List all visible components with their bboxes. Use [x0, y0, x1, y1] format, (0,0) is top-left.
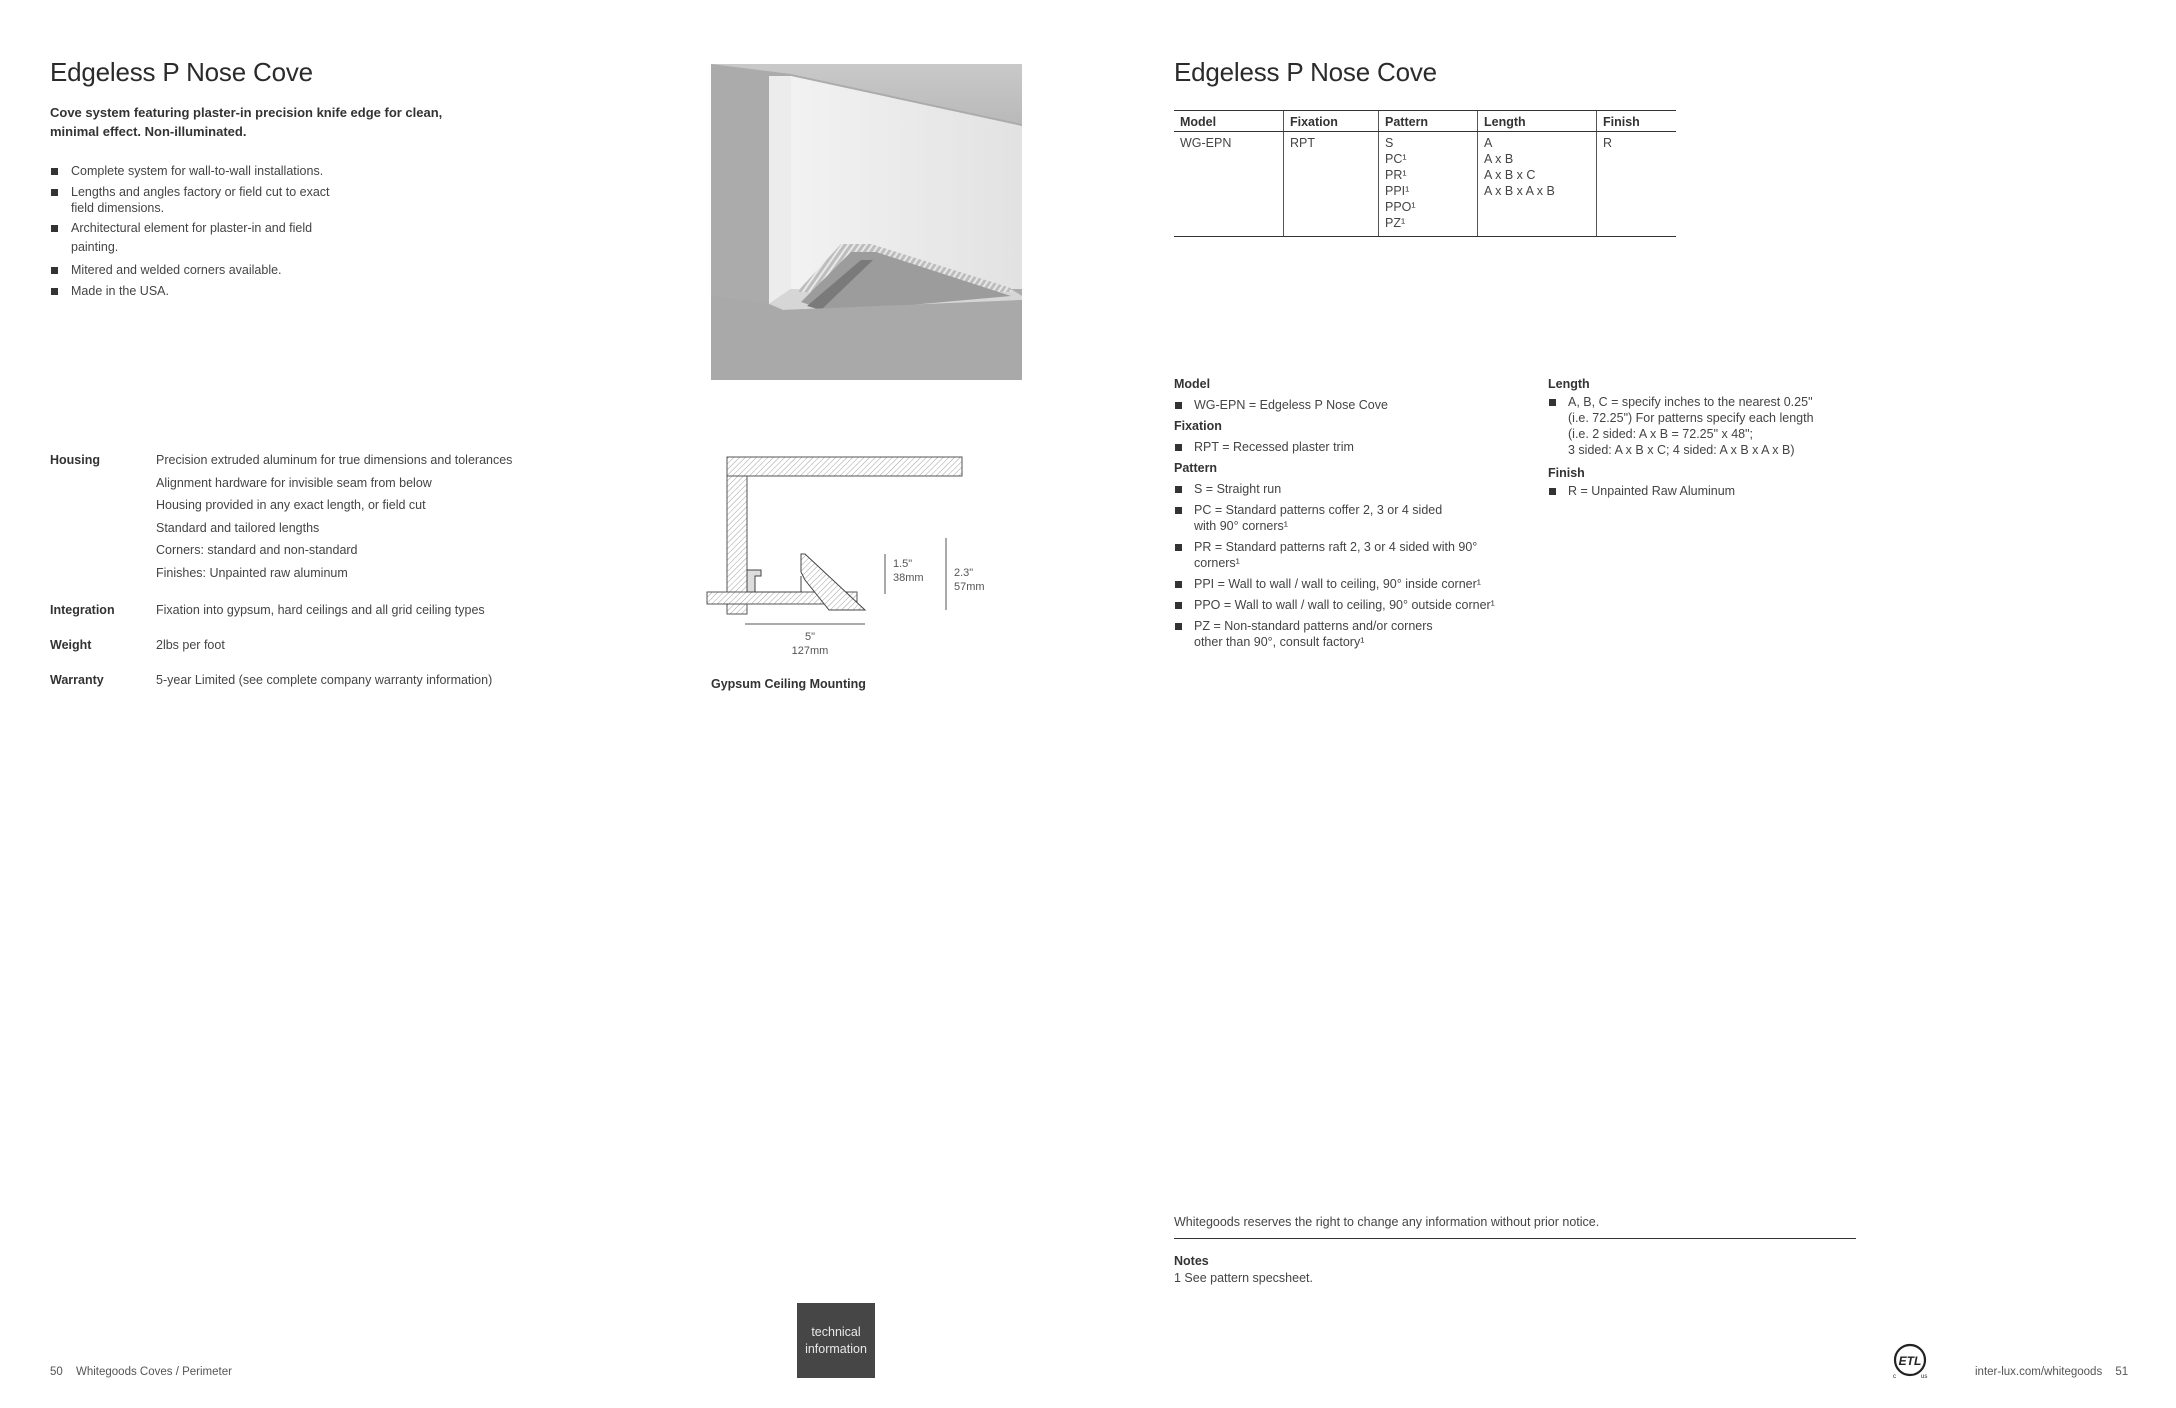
column-header: Pattern: [1379, 111, 1478, 132]
option-item: PC = Standard patterns coffer 2, 3 or 4 sided with 90° corners¹: [1174, 502, 1514, 534]
option-heading: Model: [1174, 377, 1211, 391]
website-link[interactable]: inter-lux.com/whitegoods: [1975, 1366, 2103, 1378]
option-item: PPO = Wall to wall / wall to ceiling, 90° outside corner¹: [1174, 597, 1514, 613]
technical-information-tab[interactable]: technical information: [797, 1303, 875, 1378]
option-item: PZ = Non-standard patterns and/or corners other than 90°, consult factory¹: [1174, 618, 1514, 650]
option-heading: Length: [1548, 377, 1590, 391]
description-line: Cove system featuring plaster-in precision knife edge for clean,: [50, 105, 443, 120]
feature-item: Architectural element for plaster-in and field painting.: [50, 220, 380, 255]
spec-value: Fixation into gypsum, hard ceilings and all grid ceiling types: [156, 603, 485, 617]
etl-text: ETL: [1898, 1354, 1922, 1368]
section-diagram: [705, 452, 1005, 662]
spec-value: 2lbs per foot: [156, 638, 225, 652]
spec-value: Corners: standard and non-standard: [156, 543, 358, 557]
left-footer: [50, 1366, 232, 1378]
option-item: A, B, C = specify inches to the nearest 0.25" (i.e. 72.25") For patterns specify each length (i.e. 2 sided: A x B = 72.25" x 48"; 3 sided: A x B x C; 4 sided: A x B x A x B): [1548, 394, 1868, 458]
dimension-height-1: 1.5" 38mm: [893, 558, 924, 584]
option-item: PR = Standard patterns raft 2, 3 or 4 sided with 90° corners¹: [1174, 539, 1514, 571]
column-header: Fixation: [1284, 111, 1379, 132]
product-render: [711, 64, 1022, 380]
page-number: 51: [2115, 1366, 2129, 1378]
spec-label: Housing: [50, 453, 100, 467]
feature-list: [50, 163, 380, 304]
etl-mark-icon: [1890, 1342, 1930, 1382]
drawing-caption: Gypsum Ceiling Mounting: [711, 677, 866, 691]
option-list: [1548, 394, 1868, 458]
table-row: [1174, 132, 1676, 237]
column-header: Length: [1478, 111, 1597, 132]
etl-certification-logo: [1890, 1342, 1930, 1382]
options-right: [1548, 377, 1868, 504]
spec-value: Standard and tailored lengths: [156, 520, 320, 535]
page-title: Edgeless P Nose Cove: [50, 57, 313, 87]
spec-value: Finishes: Unpainted raw aluminum: [156, 565, 348, 580]
feature-item: Complete system for wall-to-wall installations.: [50, 163, 380, 179]
ordering-table: [1174, 110, 1676, 237]
option-item: PPI = Wall to wall / wall to ceiling, 90° inside corner¹: [1174, 576, 1514, 592]
cell-fixation: RPT: [1284, 132, 1379, 237]
option-list: [1174, 439, 1514, 455]
feature-item: Made in the USA.: [50, 283, 380, 299]
svg-text:us: us: [1921, 1374, 1928, 1380]
section-name: Whitegoods Coves / Perimeter: [76, 1366, 232, 1378]
option-list: [1174, 397, 1514, 413]
page-title-right: Edgeless P Nose Cove: [1174, 57, 1437, 87]
spec-value: Housing provided in any exact length, or field cut: [156, 498, 426, 512]
feature-item: Mitered and welded corners available.: [50, 262, 380, 278]
column-header: Model: [1174, 111, 1284, 132]
option-list: [1548, 483, 1868, 499]
options-left: [1174, 377, 1514, 655]
option-heading: Fixation: [1174, 419, 1222, 433]
column-header: Finish: [1597, 111, 1677, 132]
spec-value: Alignment hardware for invisible seam from below: [156, 475, 432, 490]
option-item: RPT = Recessed plaster trim: [1174, 439, 1514, 455]
table-header-row: [1174, 111, 1676, 132]
spec-value: 5-year Limited (see complete company warranty information): [156, 673, 493, 687]
page-number: 50: [50, 1366, 63, 1378]
option-item: WG-EPN = Edgeless P Nose Cove: [1174, 397, 1514, 413]
option-item: S = Straight run: [1174, 481, 1514, 497]
svg-text:c: c: [1893, 1374, 1896, 1380]
option-list: [1174, 481, 1514, 650]
notes-heading: Notes: [1174, 1254, 1209, 1268]
product-photo: [711, 64, 1022, 380]
option-heading: Pattern: [1174, 461, 1218, 475]
cell-model: WG-EPN: [1174, 132, 1284, 237]
description-line: minimal effect. Non-illuminated.: [50, 124, 247, 139]
spec-label: Weight: [50, 638, 92, 652]
dimension-width: 5" 127mm: [791, 631, 829, 657]
option-heading: Finish: [1548, 466, 1585, 480]
feature-item: Lengths and angles factory or field cut to exact field dimensions.: [50, 184, 380, 216]
mounting-drawing: [705, 452, 1005, 662]
spec-label: Warranty: [50, 673, 104, 687]
cell-finish: R: [1597, 132, 1677, 237]
divider: [1174, 1238, 1856, 1239]
disclaimer: Whitegoods reserves the right to change any information without prior notice.: [1174, 1215, 1600, 1229]
note-item: 1 See pattern specsheet.: [1174, 1271, 1313, 1285]
right-footer: [1975, 1366, 2128, 1378]
product-description: [50, 103, 442, 141]
cell-length: A A x B A x B x C A x B x A x B: [1478, 132, 1597, 237]
spec-values: [156, 453, 512, 588]
spec-value: Precision extruded aluminum for true dimensions and tolerances: [156, 453, 513, 467]
option-item: R = Unpainted Raw Aluminum: [1548, 483, 1868, 499]
spec-label: Integration: [50, 603, 115, 617]
cell-pattern: S PC¹ PR¹ PPI¹ PPO¹ PZ¹: [1379, 132, 1478, 237]
dimension-height-2: 2.3" 57mm: [954, 567, 985, 593]
